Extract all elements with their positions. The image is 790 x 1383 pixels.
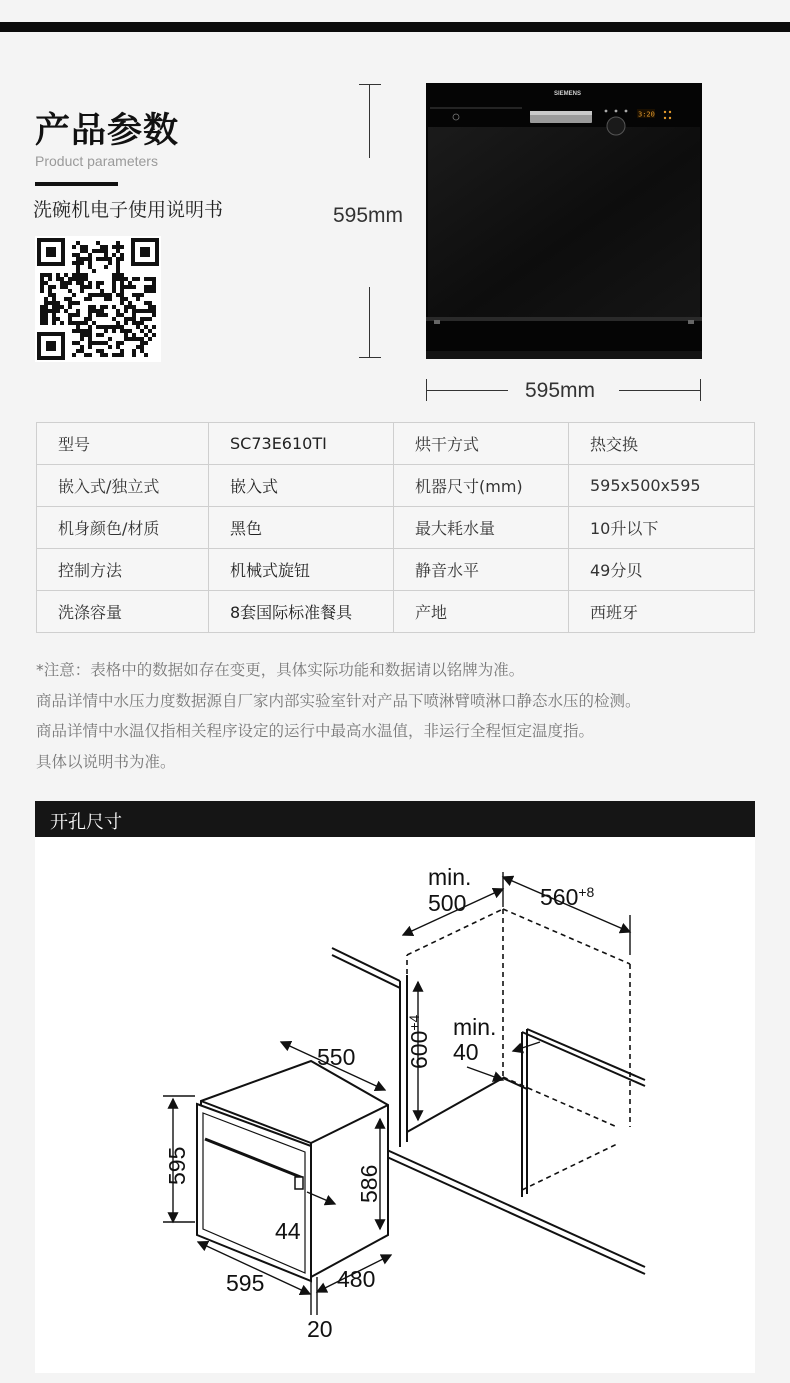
table-row bbox=[37, 591, 755, 633]
spec-value: 8套国际标准餐具 bbox=[209, 591, 394, 633]
height-dim-line-bottom bbox=[369, 287, 370, 358]
dim-depth-value: 550 bbox=[317, 1044, 356, 1070]
height-dim-label: 595mm bbox=[333, 204, 404, 227]
section-title: 开孔尺寸 bbox=[50, 812, 122, 833]
note-line: *注意：表格中的数据如存在变更，具体实际功能和数据请以铭牌为准。 bbox=[36, 661, 525, 679]
spec-value: 49分贝 bbox=[569, 549, 755, 591]
width-dim-line-left bbox=[426, 390, 508, 391]
spec-value: 机械式旋钮 bbox=[209, 549, 394, 591]
height-dim-line-top bbox=[369, 84, 370, 158]
table-row bbox=[37, 507, 755, 549]
note-line: 具体以说明书为准。 bbox=[36, 752, 176, 771]
note-line: 商品详情中水压力度数据源自厂家内部实验室针对产品下喷淋臂喷淋口静态水压的检测。 bbox=[36, 691, 641, 710]
qr-code[interactable] bbox=[35, 236, 161, 362]
dim-height586-value: 586 bbox=[356, 1164, 382, 1203]
dishwasher-display: 3:20 bbox=[638, 110, 655, 119]
top-bar bbox=[0, 22, 790, 32]
spec-value: 黑色 bbox=[209, 507, 394, 549]
dim-width-value: $560^{+8}$ bbox=[540, 884, 595, 910]
width-dim-line-right bbox=[619, 390, 701, 391]
height-dim-tick-top bbox=[359, 84, 381, 85]
dim-min500-value: 500 bbox=[428, 890, 467, 916]
width-dim-label: 595mm bbox=[525, 379, 596, 402]
spec-label: 机身颜色/材质 bbox=[37, 507, 209, 549]
spec-value: 西班牙 bbox=[569, 591, 755, 633]
dim-depth480-value: 480 bbox=[337, 1266, 376, 1292]
dishwasher-image bbox=[426, 83, 702, 359]
dim-gap20-value: 20 bbox=[307, 1316, 333, 1342]
brand-logo: SIEMENS bbox=[554, 91, 582, 97]
spec-label: 控制方法 bbox=[37, 549, 209, 591]
height-dim-tick-bottom bbox=[359, 357, 381, 358]
dim-height595-value: 595 bbox=[164, 1146, 190, 1185]
dim-min40-value: 40 bbox=[453, 1039, 479, 1065]
spec-value: 595x500x595 bbox=[569, 465, 755, 507]
notes bbox=[36, 655, 776, 777]
dim-min40-label: min. bbox=[453, 1014, 497, 1040]
spec-label: 洗涤容量 bbox=[37, 591, 209, 633]
installation-diagram bbox=[35, 837, 755, 1373]
page-subtitle: Product parameters bbox=[35, 153, 158, 169]
spec-table bbox=[36, 422, 755, 633]
section-header bbox=[35, 801, 755, 837]
dim-width595-value: 595 bbox=[226, 1270, 265, 1296]
spec-label: 型号 bbox=[37, 423, 209, 465]
spec-label: 产地 bbox=[394, 591, 569, 633]
spec-value: 10升以下 bbox=[569, 507, 755, 549]
spec-value: 嵌入式 bbox=[209, 465, 394, 507]
dim-offset44-value: 44 bbox=[275, 1218, 301, 1244]
spec-label: 静音水平 bbox=[394, 549, 569, 591]
spec-value: SC73E610TI bbox=[209, 423, 394, 465]
table-row bbox=[37, 465, 755, 507]
note-line: 商品详情中水温仅指相关程序设定的运行中最高水温值，非运行全程恒定温度指。 bbox=[36, 722, 595, 740]
dim-height-value: $600^{+4}$ bbox=[406, 1014, 432, 1069]
page-title: 产品参数 bbox=[35, 111, 180, 151]
table-row bbox=[37, 423, 755, 465]
table-row bbox=[37, 549, 755, 591]
spec-label: 机器尺寸(mm) bbox=[394, 465, 569, 507]
manual-label: 洗碗机电子使用说明书 bbox=[33, 199, 224, 221]
spec-label: 烘干方式 bbox=[394, 423, 569, 465]
spec-label: 嵌入式/独立式 bbox=[37, 465, 209, 507]
width-dim-tick-right bbox=[700, 379, 701, 401]
dim-min500-label: min. bbox=[428, 864, 472, 890]
title-underline bbox=[35, 182, 118, 186]
spec-label: 最大耗水量 bbox=[394, 507, 569, 549]
spec-value: 热交换 bbox=[569, 423, 755, 465]
